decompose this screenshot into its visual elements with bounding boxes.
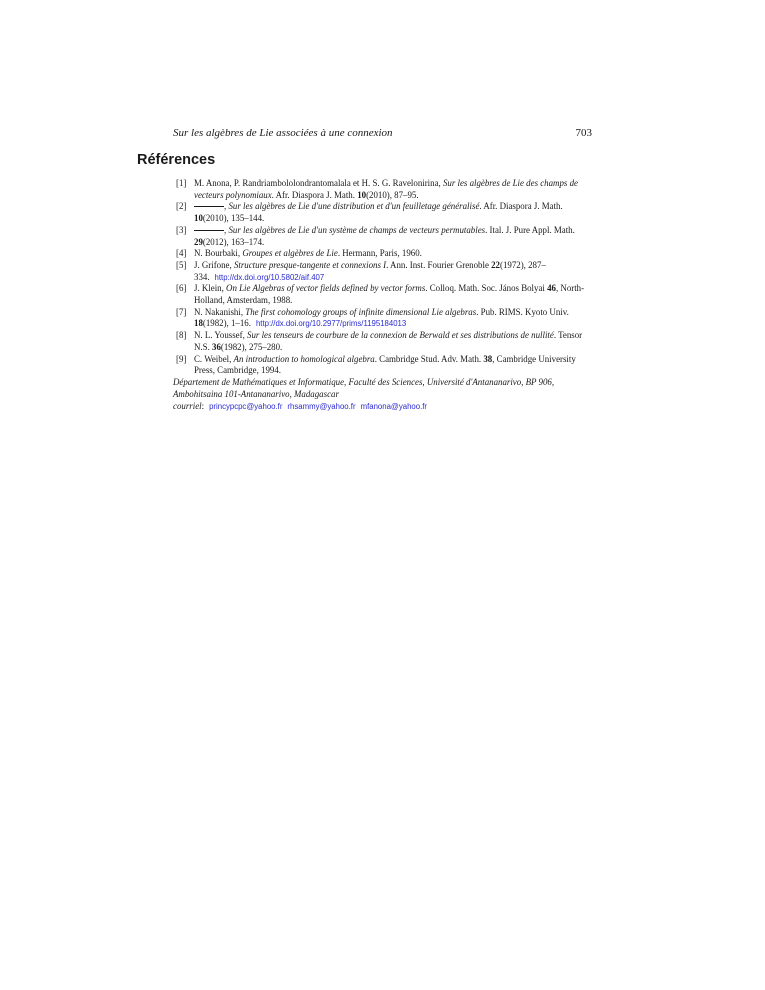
- reference-5: [173, 260, 592, 283]
- reference-pages: . Hermann, Paris, 1960.: [337, 248, 422, 259]
- reference-title: , Sur les algèbres de Lie d'un système de champs de vecteurs permutables: [224, 224, 486, 235]
- reference-9: [173, 354, 592, 377]
- email-line: courriel: princypcpc@yahoo.fr rhsammy@yahoo.fr mfanona@yahoo.fr: [173, 401, 428, 411]
- reference-pages: (2010), 135–144.: [202, 213, 265, 224]
- reference-3: [173, 225, 592, 248]
- email-label: courriel: [173, 401, 202, 411]
- reference-volume: 10: [357, 189, 367, 200]
- email-link-3[interactable]: mfanona@yahoo.fr: [360, 402, 428, 411]
- reference-volume: 10: [194, 213, 203, 224]
- reference-number: [4]: [176, 248, 187, 259]
- reference-number: [9]: [176, 353, 187, 364]
- reference-title: Sur les algèbres de Lie des champs de vecteurs polynomiaux: [194, 178, 578, 200]
- reference-title: Structure presque-tangente et connexions I: [233, 259, 387, 270]
- reference-1: [173, 178, 592, 201]
- reference-number: [8]: [176, 330, 187, 341]
- reference-journal: . Cambridge Stud. Adv. Math.: [374, 353, 484, 364]
- reference-volume: 22: [491, 259, 500, 270]
- reference-number: [2]: [176, 201, 187, 212]
- reference-pages: , North-Holland, Amsterdam, 1988.: [194, 283, 585, 306]
- reference-6: [173, 283, 592, 306]
- address-line-1: Département de Mathématiques et Informatique, Faculté des Sciences, Université d'Antananarivo, BP 906,: [173, 377, 555, 387]
- reference-pages: (1972), 287–334.: [194, 259, 546, 282]
- author-address: [173, 376, 598, 413]
- reference-journal: . Afr. Diaspora J. Math.: [479, 201, 563, 212]
- reference-pages: , Cambridge University Press, Cambridge, 1994.: [194, 353, 576, 376]
- reference-title: The first cohomology groups of infinite dimensional Lie algebras: [245, 306, 477, 317]
- reference-8: [173, 330, 592, 353]
- reference-number: [3]: [176, 224, 187, 235]
- reference-number: [1]: [176, 178, 187, 188]
- reference-authors: J. Klein,: [194, 283, 227, 294]
- reference-list: [173, 178, 592, 377]
- reference-title: On Lie Algebras of vector fields defined by vector forms: [226, 283, 426, 294]
- reference-authors: N. Nakanishi,: [194, 306, 246, 317]
- reference-journal: . Ann. Inst. Fourier Grenoble: [386, 259, 492, 270]
- reference-authors: C. Weibel,: [194, 353, 234, 364]
- reference-volume: 46: [547, 283, 556, 294]
- reference-volume: 29: [194, 236, 203, 247]
- email-link-1[interactable]: princypcpc@yahoo.fr: [209, 402, 283, 411]
- reference-number: [7]: [176, 306, 187, 317]
- reference-title: , Sur les algèbres de Lie d'une distribution et d'un feuilletage généralisé: [224, 201, 480, 212]
- reference-journal: . Tensor N.S.: [194, 330, 583, 352]
- reference-number: [5]: [176, 259, 187, 270]
- doi-link[interactable]: http://dx.doi.org/10.2977/prims/1195184013: [255, 319, 407, 329]
- reference-number: [6]: [176, 283, 187, 294]
- reference-authors: M. Anona, P. Randriambololondrantomalala et H. S. G. Ravelonirina,: [194, 178, 443, 188]
- reference-authors: N. Bourbaki,: [194, 248, 243, 259]
- reference-4: [173, 248, 592, 260]
- same-author-dash: [194, 206, 224, 207]
- reference-volume: 36: [212, 341, 221, 352]
- reference-pages: (2012), 163–174.: [202, 236, 265, 247]
- email-link-2[interactable]: rhsammy@yahoo.fr: [287, 402, 356, 411]
- address-line-2: Ambohitsaina 101-Antananarivo, Madagascar: [173, 389, 339, 399]
- reference-title: An introduction to homological algebra: [233, 353, 375, 364]
- reference-title: Sur les tenseurs de courbure de la connexion de Berwald et ses distributions de nullité: [247, 330, 554, 341]
- reference-journal: . Ital. J. Pure Appl. Math.: [485, 224, 575, 235]
- reference-volume: 38: [483, 353, 493, 364]
- reference-authors: J. Grifone,: [194, 259, 234, 270]
- section-title: Références: [137, 152, 216, 168]
- doi-link[interactable]: http://dx.doi.org/10.5802/aif.407: [214, 272, 325, 282]
- reference-pages: (2010), 87–95.: [366, 189, 419, 200]
- reference-2: [173, 201, 592, 224]
- reference-authors: N. L. Youssef,: [194, 330, 248, 341]
- reference-pages: (1982), 1–16.: [202, 318, 251, 329]
- running-title: Sur les algèbres de Lie associées à une connexion: [173, 127, 393, 139]
- reference-volume: 18: [194, 318, 203, 329]
- page-number: 703: [575, 127, 592, 139]
- reference-journal: . Pub. RIMS. Kyoto Univ.: [476, 306, 569, 317]
- running-header: [173, 127, 592, 143]
- reference-journal: . Afr. Diaspora J. Math.: [271, 189, 358, 200]
- reference-title: Groupes et algèbres de Lie: [242, 248, 338, 259]
- reference-7: [173, 307, 592, 330]
- same-author-dash: [194, 230, 224, 231]
- reference-journal: . Colloq. Math. Soc. János Bolyai: [425, 283, 548, 294]
- reference-pages: (1982), 275–280.: [220, 341, 283, 352]
